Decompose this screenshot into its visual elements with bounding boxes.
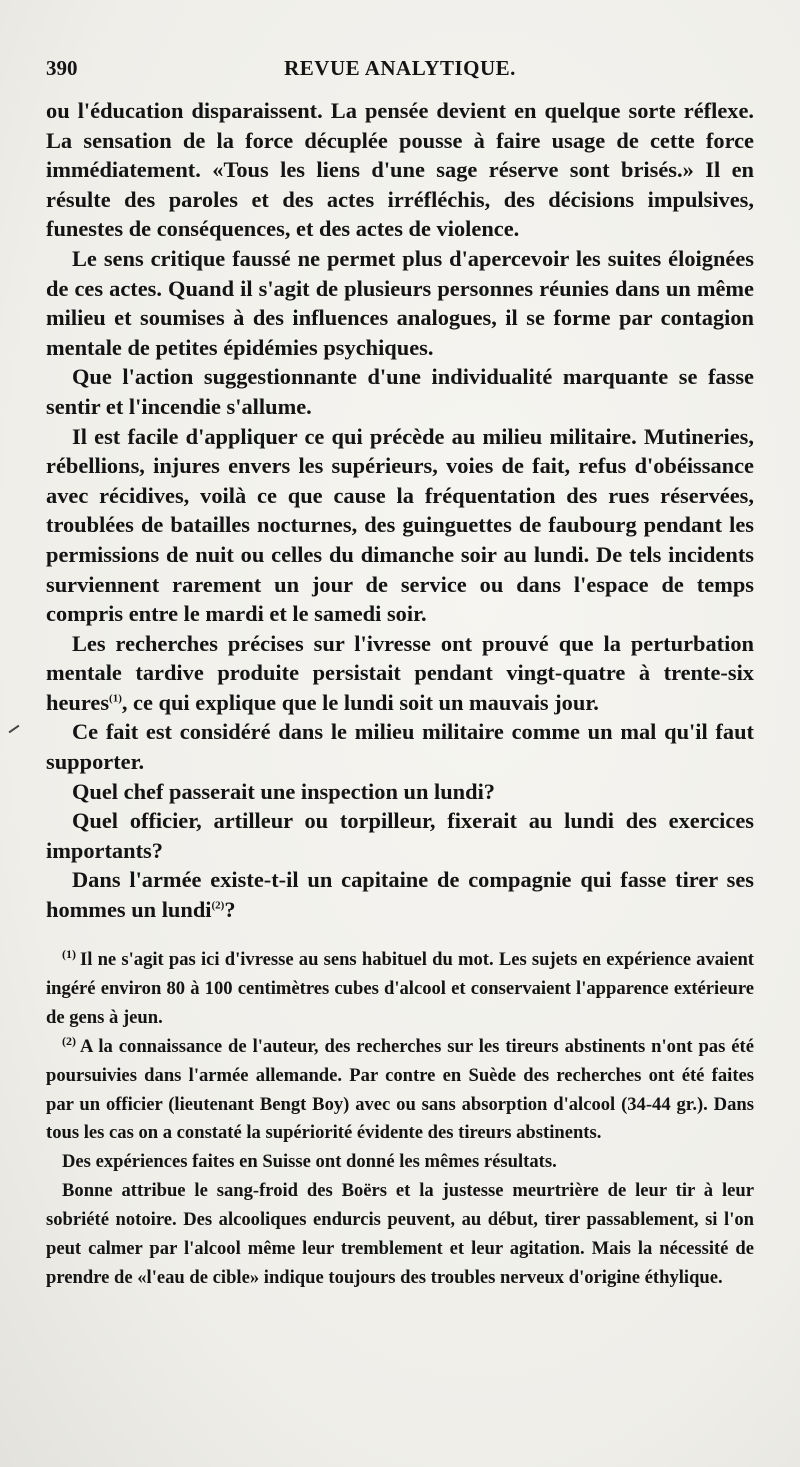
paragraph: Quel officier, artilleur ou torpilleur, fixerait au lundi des exercices importants? bbox=[46, 808, 754, 863]
paragraph-text: Les recherches précises sur l'ivresse ont prouvé que la perturbation mentale tardive produite persistait pendant vingt-quatre à trente-six heures bbox=[46, 630, 754, 715]
margin-mark bbox=[9, 725, 20, 734]
running-head: REVUE ANALYTIQUE. bbox=[284, 56, 516, 80]
footnote-text: Il ne s'agit pas ici d'ivresse au sens habituel du mot. Les sujets en expérience avaient ingéré environ 80 à 100 centimètres cubes d'alcool et conservaient l'apparence extérieure de gens à jeun. bbox=[46, 949, 754, 1028]
paragraph-text: Dans l'armée existe-t-il un capitaine de compagnie qui fasse tirer ses hommes un lundi bbox=[46, 867, 754, 923]
main-text bbox=[46, 96, 754, 925]
page-number: 390 bbox=[46, 56, 78, 80]
paragraph: Que l'action suggestionnante d'une individualité marquante se fasse sentir et l'incendie s'allume. bbox=[46, 364, 754, 419]
footnote-text: A la connaissance de l'auteur, des recherches sur les tireurs abstinents n'ont pas été poursuivies dans l'armée allemande. Par contre en Suède des recherches ont été faites par un officier (lieutenant Bengt Boy) avec ou sans absorption d'alcool (34-44 gr.). Dans tous les cas on a constaté la supériorité évidente des tireurs abstinents. bbox=[46, 1035, 754, 1144]
paragraph: Quel chef passerait une inspection un lundi? bbox=[72, 778, 496, 804]
paragraph: ou l'éducation disparaissent. La pensée devient en quelque sorte réflexe. La sensation de la force décuplée pousse à faire usage de cette force immédiatement. «Tous les liens d'une sage réserve sont brisés.» Il en résulte des paroles et des actes irréfléchis, des décisions impulsives, funestes de conséquences, et des actes de violence. bbox=[46, 98, 754, 242]
footnote-mark: (2) bbox=[62, 1033, 76, 1048]
footnotes bbox=[46, 946, 754, 1293]
page-header bbox=[46, 56, 754, 86]
paragraph bbox=[46, 865, 754, 924]
footnote-paragraph: Bonne attribue le sang-froid des Boërs et la justesse meurtrière de leur tir à leur sobriété notoire. Des alcooliques endurcis peuvent, au début, tirer passablement, si l'on peut calmer par l'alcool même leur tremblement et leur agitation. Mais la nécessité de prendre de «l'eau de cible» indique toujours des troubles nerveux d'origine éthylique. bbox=[46, 1180, 754, 1288]
paragraph: Il est facile d'appliquer ce qui précède au milieu militaire. Mutineries, rébellions, injures envers les supérieurs, voies de fait, refus d'obéissance avec récidives, voilà ce que cause la fréquentation des rues réservées, troublées de batailles nocturnes, des guinguettes de faubourg pendant les permissions de nuit ou celles du dimanche soir au lundi. De tels incidents surviennent rarement un jour de service ou dans l'espace de temps compris entre le mardi et le samedi soir. bbox=[46, 423, 754, 627]
footnote-ref: (1) bbox=[109, 692, 122, 705]
paragraph-text: ? bbox=[224, 897, 236, 923]
footnote bbox=[46, 946, 754, 1033]
paragraph bbox=[46, 629, 754, 718]
footnote bbox=[46, 1033, 754, 1149]
paragraph: Ce fait est considéré dans le milieu militaire comme un mal qu'il faut supporter. bbox=[46, 719, 754, 775]
paragraph-text: , ce qui explique que le lundi soit un mauvais jour. bbox=[121, 689, 599, 715]
footnote-mark: (1) bbox=[62, 946, 76, 961]
paragraph: Le sens critique faussé ne permet plus d'apercevoir les suites éloignées de ces actes. Quand il s'agit de plusieurs personnes réunies dans un même milieu et soumises à des influences analogues, il se forme par contagion mentale de petites épidémies psychiques. bbox=[46, 245, 754, 360]
footnote-paragraph: Des expériences faites en Suisse ont donné les mêmes résultats. bbox=[62, 1151, 557, 1173]
footnote-ref: (2) bbox=[211, 899, 225, 912]
